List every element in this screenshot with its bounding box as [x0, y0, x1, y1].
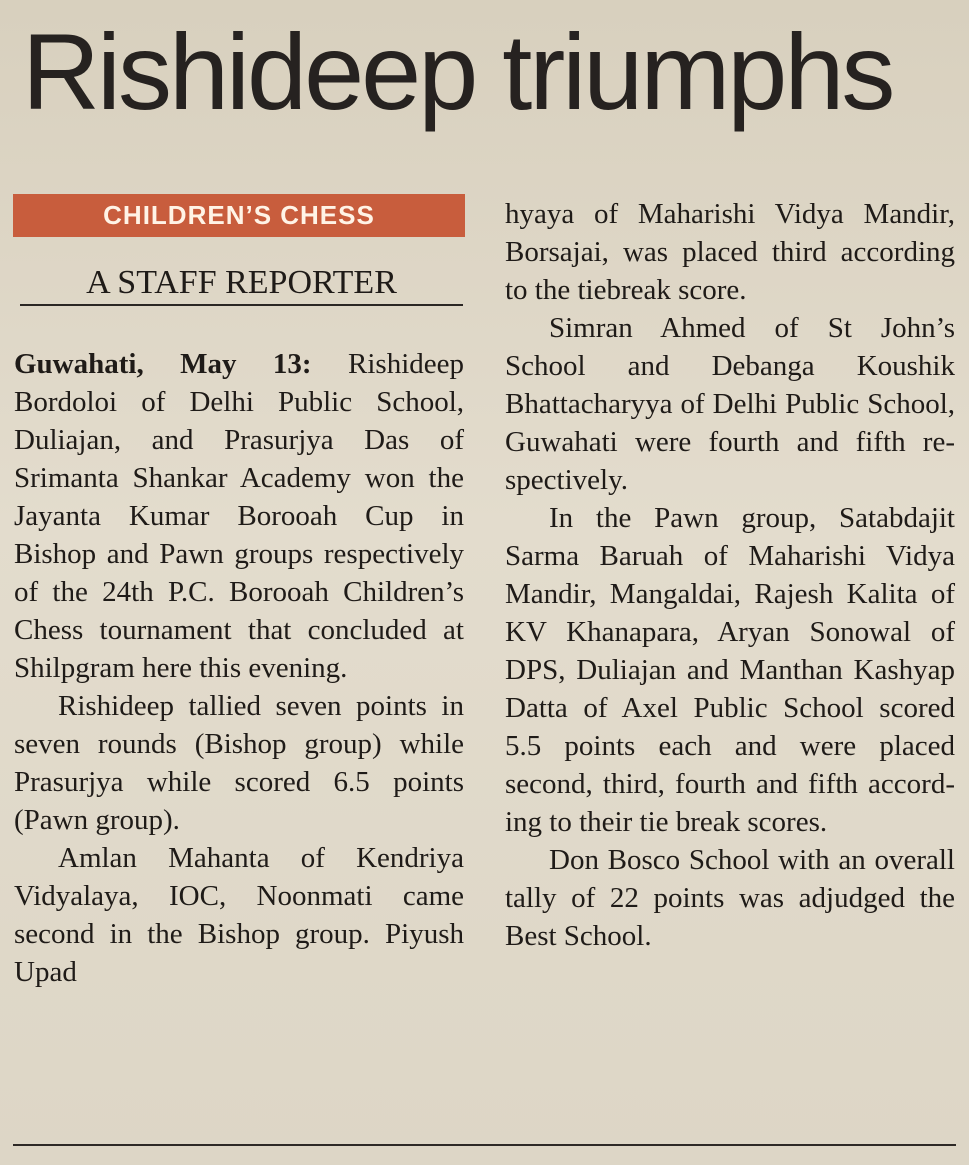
article-column-right	[505, 195, 955, 955]
dateline: Guwahati, May 13:	[14, 348, 312, 380]
paragraph-1-text: Rishideep Bordoloi of Delhi Public School, Duliajan, and Prasurjya Das of Srimanta Shankar Academy won the Jayanta Kumar Borooah Cup in Bishop and Pawn groups respectively of the 24th P.C. Borooah Children’s Chess tournament that concluded at Shilpgram here this evening.	[14, 348, 465, 684]
article-paragraph-2: Rishideep tallied seven points in seven rounds (Bishop group) while Prasurjya while scored 6.5 points (Pawn group).	[14, 690, 464, 836]
article-paragraph-6: Don Bosco School with an overall tally of 22 points was adjudged the Best School.	[505, 844, 955, 952]
article-column-left	[14, 345, 464, 991]
headline: Rishideep triumphs	[22, 11, 893, 132]
bottom-rule	[13, 1144, 956, 1146]
article-paragraph-5: In the Pawn group, Satabdajit Sarma Baruah of Maharishi Vidya Mandir, Mangaldai, Rajesh Kalita of KV Khanapara, Aryan Sonowal of DPS, Duliajan and Manthan Kashyap Datta of Axel Public School scored 5.5 points each and were placed second, third, fourth and fifth according to their tie break scores.	[505, 502, 955, 838]
article-paragraph-3-start: Amlan Mahanta of Kendriya Vidyalaya, IOC, Noonmati came second in the Bishop group. Piyush Upad	[14, 842, 464, 988]
byline: A STAFF REPORTER	[20, 262, 463, 306]
article-paragraph-1	[14, 345, 464, 687]
section-kicker: CHILDREN’S CHESS	[13, 194, 465, 237]
article-paragraph-3-end: hyaya of Maharishi Vidya Mandir, Borsajai, was placed third according to the tiebreak score.	[505, 198, 955, 306]
article-paragraph-4: Simran Ahmed of St John’s School and Debanga Koushik Bhattacharyya of Delhi Public School, Guwahati were fourth and fifth respectively.	[505, 312, 955, 496]
